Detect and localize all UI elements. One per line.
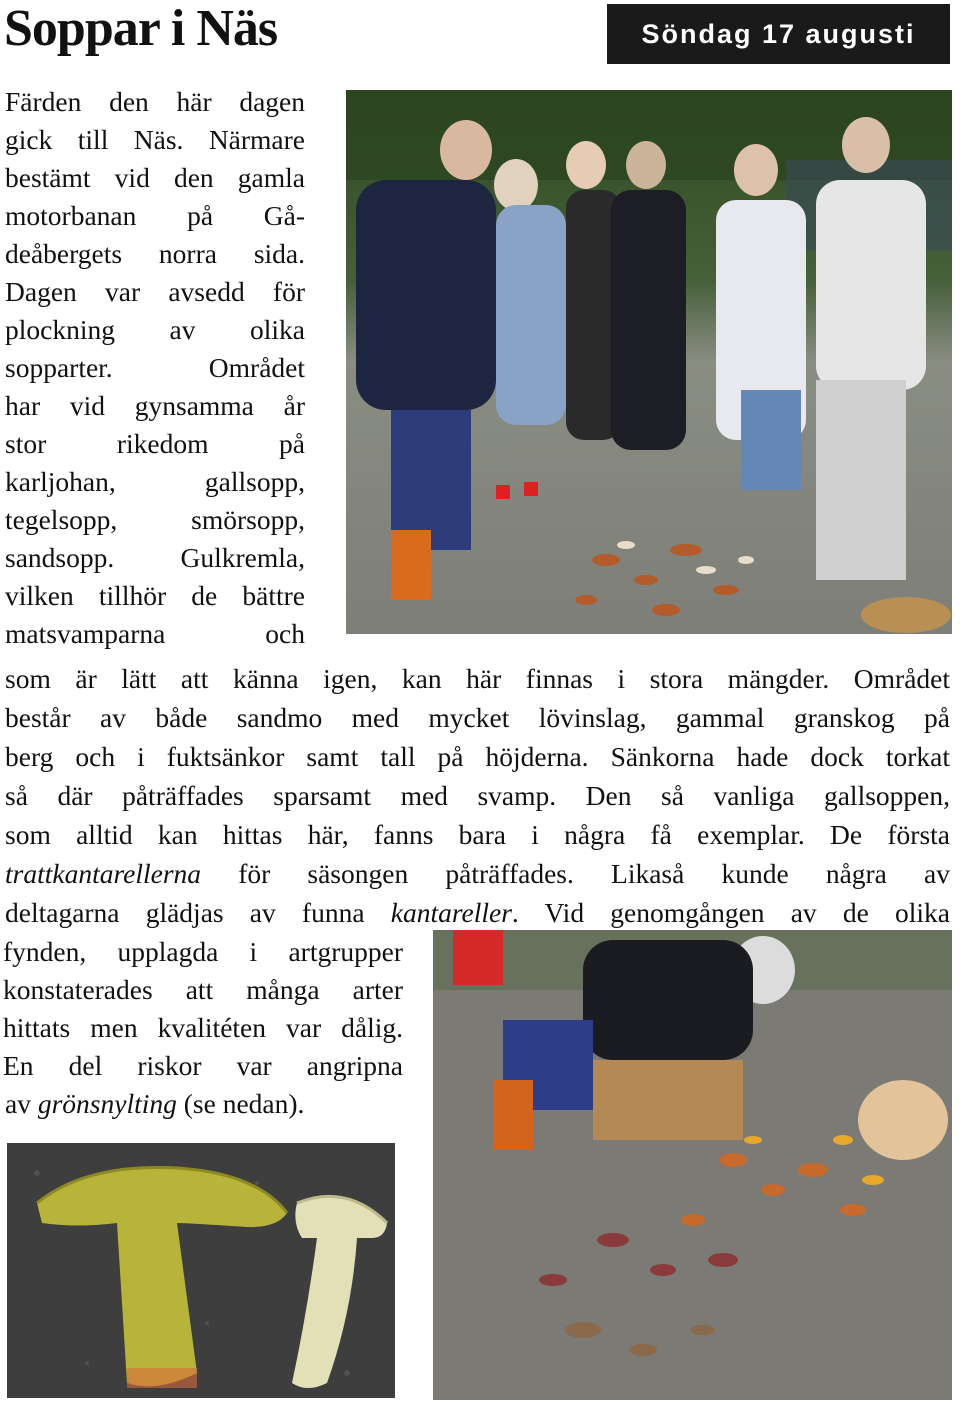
text-line: motorbanan på Gå-: [5, 200, 305, 231]
species-name: kantareller: [390, 897, 512, 928]
text-line: fynden, upplagda i artgrupper: [3, 936, 403, 967]
species-name: grönsnylting: [37, 1088, 177, 1119]
text-line: deltagarna glädjas av funna kantareller. Vid genomgången av de olika: [5, 897, 950, 928]
text-line: plockning av olika: [5, 314, 305, 345]
page-title: Soppar i Näs: [4, 0, 278, 57]
text-line: berg och i fuktsänkor samt tall på höjderna. Sänkorna hade dock torkat: [5, 741, 950, 772]
species-name: trattkantarellerna: [5, 858, 202, 889]
text-line: matsvamparna och: [5, 618, 305, 649]
text-line: bestämt vid den gamla: [5, 162, 305, 193]
text-line: av grönsnylting (se nedan).: [5, 1088, 305, 1119]
text-line: gick till Näs. Närmare: [5, 124, 305, 155]
text-line: tegelsopp, smörsopp,: [5, 504, 305, 535]
text-line: Dagen var avsedd för: [5, 276, 305, 307]
photo-infected-mushrooms: [7, 1143, 395, 1398]
text-line: konstaterades att många arter: [3, 974, 403, 1005]
text-line: vilken tillhör de bättre: [5, 580, 305, 611]
date-text: Söndag 17 augusti: [641, 18, 916, 49]
text-line: trattkantarellerna för säsongen påträffades. Likaså kunde några av: [5, 858, 950, 889]
text-line: som alltid kan hittas här, fanns bara i några få exemplar. De första: [5, 819, 950, 850]
text-line: stor rikedom på: [5, 428, 305, 459]
text-line: hittats men kvalitéten var dålig.: [3, 1012, 403, 1043]
text-line: består av både sandmo med mycket lövinslag, gammal granskog på: [5, 702, 950, 733]
photo-sorting-mushrooms: [433, 930, 952, 1400]
text-line: som är lätt att känna igen, kan här finnas i stora mängder. Området: [5, 663, 950, 694]
text-line: sopparter. Området: [5, 352, 305, 383]
text-line: karljohan, gallsopp,: [5, 466, 305, 497]
text-line: deåbergets norra sida.: [5, 238, 305, 269]
photo-group-mushroom-walk: [346, 90, 952, 634]
text-line: har vid gynsamma år: [5, 390, 305, 421]
text-line: Färden den här dagen: [5, 86, 305, 117]
text-line: så där påträffades sparsamt med svamp. Den så vanliga gallsoppen,: [5, 780, 950, 811]
text-line: En del riskor var angripna: [3, 1050, 403, 1081]
text-line: sandsopp. Gulkremla,: [5, 542, 305, 573]
date-banner: [607, 4, 950, 64]
